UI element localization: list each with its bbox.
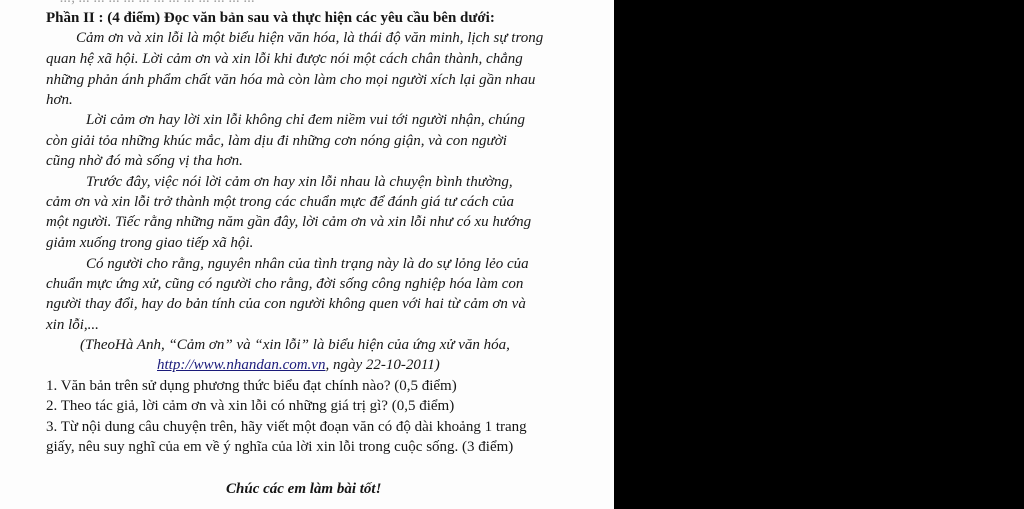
- source-citation: (TheoHà Anh, “Cảm ơn” và “xin lỗi” là biểu hiện của ứng xử văn hóa,: [80, 337, 510, 353]
- question-2: 2. Theo tác giả, lời cảm ơn và xin lỗi có những giá trị gì? (0,5 điểm): [46, 398, 455, 414]
- section-title: Phần II : (4 điểm) Đọc văn bản sau và thực hiện các yêu cầu bên dưới:: [46, 10, 495, 26]
- source-line: [157, 356, 440, 374]
- question-3: 3. Từ nội dung câu chuyện trên, hãy viết một đoạn văn có độ dài khoảng 1 trang: [46, 419, 527, 435]
- closing-message: Chúc các em làm bài tốt!: [226, 481, 382, 497]
- passage-line: quan hệ xã hội. Lời cảm ơn và xin lỗi khi được nói một cách chân thành, chẳng: [46, 51, 523, 67]
- passage-line: xin lỗi,...: [46, 317, 99, 333]
- passage-line: chuẩn mực ứng xử, cũng có người cho rằng, đời sống công nghiệp hóa làm con: [46, 276, 524, 292]
- passage-line: những phản ánh phẩm chất văn hóa mà còn làm cho mọi người xích lại gần nhau: [46, 72, 536, 88]
- passage-line: Cảm ơn và xin lỗi là một biểu hiện văn hóa, là thái độ văn minh, lịch sự trong: [76, 30, 544, 46]
- question-1: 1. Văn bản trên sử dụng phương thức biểu đạt chính nào? (0,5 điểm): [46, 378, 457, 394]
- passage-line: cũng nhờ đó mà sống vị tha hơn.: [46, 153, 243, 169]
- cut-off-header-text: [60, 0, 255, 7]
- source-link[interactable]: http://www.nhandan.com.vn: [157, 357, 326, 373]
- passage-line: Lời cảm ơn hay lời xin lỗi không chỉ đem niềm vui tới người nhận, chúng: [86, 112, 525, 128]
- passage-line: Có người cho rằng, nguyên nhân của tình trạng này là do sự lỏng lẻo của: [86, 256, 529, 272]
- passage-line: một người. Tiếc rằng những năm gần đây, lời cảm ơn và xin lỗi như có xu hướng: [46, 214, 532, 230]
- passage-line: giảm xuống trong giao tiếp xã hội.: [46, 235, 254, 251]
- passage-line: người thay đổi, hay do bản tính của con người không quen với hai từ cảm ơn và: [46, 296, 526, 312]
- source-date: , ngày 22-10-2011): [325, 357, 440, 373]
- passage-line: Trước đây, việc nói lời cảm ơn hay xin lỗi nhau là chuyện bình thường,: [86, 174, 513, 190]
- question-3-continued: giấy, nêu suy nghĩ của em về ý nghĩa của lời xin lỗi trong cuộc sống. (3 điểm): [46, 439, 514, 455]
- passage-line: còn giải tỏa những khúc mắc, làm dịu đi những cơn nóng giận, và con người: [46, 133, 507, 149]
- passage-line: hơn.: [46, 92, 73, 108]
- passage-line: cảm ơn và xin lỗi trở thành một trong các chuẩn mực để đánh giá tư cách của: [46, 194, 514, 210]
